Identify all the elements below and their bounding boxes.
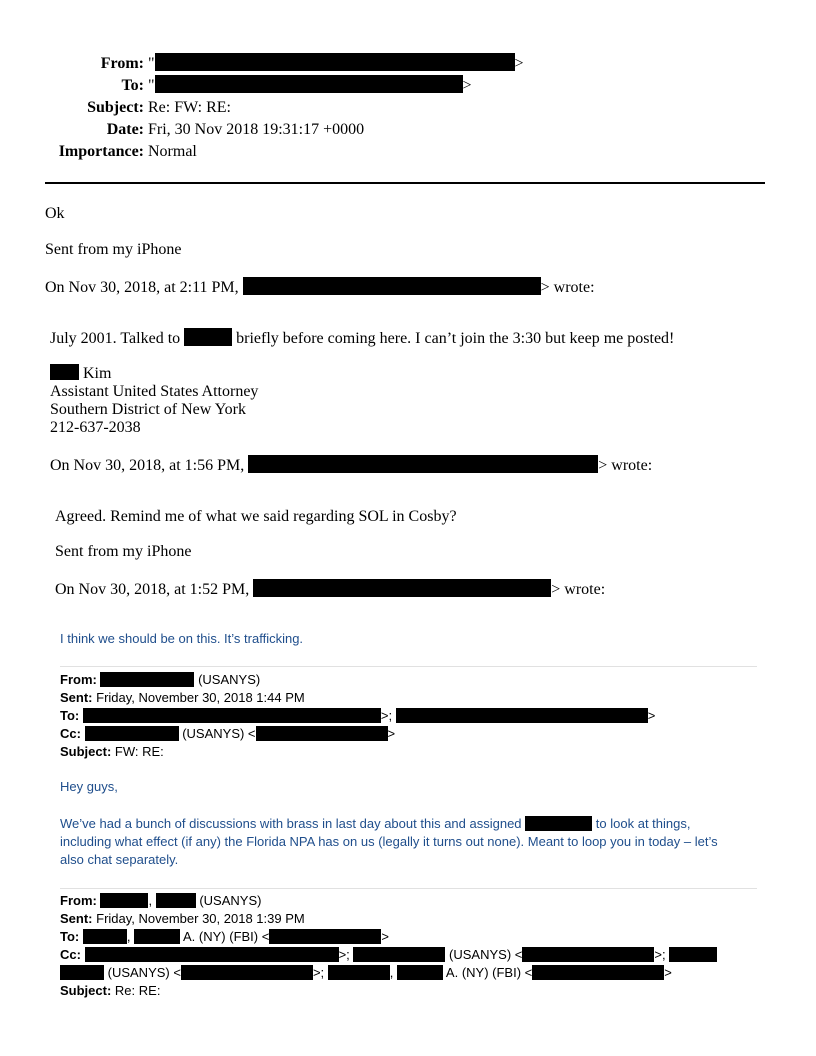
email2-from-row: From: , (USANYS) bbox=[60, 893, 262, 908]
email2-subject-row bbox=[60, 982, 717, 1000]
message-divider bbox=[60, 888, 757, 889]
to-value: " > bbox=[148, 77, 472, 94]
subject-value: Re: FW: RE: bbox=[148, 99, 231, 116]
redaction-block bbox=[184, 328, 232, 346]
email1-cc-suffix: (USANYS) < bbox=[182, 726, 256, 741]
message-divider bbox=[60, 666, 757, 667]
signature-name: Kim bbox=[83, 365, 112, 382]
redaction-block bbox=[155, 75, 463, 93]
redaction-block bbox=[60, 965, 104, 980]
header-importance-row bbox=[0, 141, 600, 163]
email1-para-b: to look at things, bbox=[595, 816, 691, 831]
quote-prefix: On Nov 30, 2018, at 2:11 PM, bbox=[45, 279, 239, 296]
signature-title: Assistant United States Attorney bbox=[50, 383, 259, 400]
email1-from-suffix: (USANYS) bbox=[198, 672, 261, 687]
redaction-block bbox=[155, 53, 515, 71]
email2-subject-value: Re: RE: bbox=[114, 983, 161, 998]
email1-to-label: To: bbox=[60, 708, 80, 723]
email1-cc-label: Cc: bbox=[60, 726, 81, 741]
date-value: Fri, 30 Nov 2018 19:31:17 +0000 bbox=[148, 121, 365, 138]
email2-to-row: To: , A. (NY) (FBI) < > bbox=[60, 929, 389, 944]
email1-para-c: including what effect (if any) the Florida NPA has on us (legally it turns out none). Meant to loop you in today – let’s bbox=[60, 834, 718, 849]
quote-header-1 bbox=[45, 277, 595, 297]
importance-label: Importance: bbox=[58, 143, 144, 160]
header-subject-row bbox=[0, 97, 600, 119]
email1-sent-label: Sent: bbox=[60, 690, 93, 705]
redaction-block bbox=[83, 929, 127, 944]
redaction-block bbox=[181, 965, 313, 980]
signature bbox=[50, 364, 258, 437]
quote-prefix: On Nov 30, 2018, at 1:52 PM, bbox=[55, 581, 250, 598]
redaction-block bbox=[100, 672, 194, 687]
email1-greeting: Hey guys, bbox=[60, 779, 118, 794]
redaction-block bbox=[525, 816, 592, 831]
email1-from-label: From: bbox=[60, 672, 97, 687]
agreed-paragraph: Agreed. Remind me of what we said regarding SOL in Cosby? bbox=[55, 508, 457, 525]
reply-ok: Ok bbox=[45, 205, 65, 222]
to-label: To: bbox=[121, 77, 144, 94]
quote-suffix: > wrote: bbox=[598, 457, 653, 474]
signature-phone: 212-637-2038 bbox=[50, 419, 141, 436]
email2-to-mid: A. (NY) (FBI) < bbox=[183, 929, 270, 944]
email1-cc-row: Cc: (USANYS) < > bbox=[60, 726, 396, 741]
email1-para-d: also chat separately. bbox=[60, 852, 179, 867]
july-text-a: July 2001. Talked to bbox=[50, 330, 181, 347]
quote-prefix: On Nov 30, 2018, at 1:56 PM, bbox=[50, 457, 245, 474]
email1-to-row: To: >; > bbox=[60, 708, 656, 723]
email1-sent-row bbox=[60, 689, 655, 707]
email2-cc-row: Cc: >; (USANYS) < >; bbox=[60, 946, 717, 964]
email2-cc-label: Cc: bbox=[60, 947, 81, 962]
email1-subject-row bbox=[60, 743, 655, 761]
email2-subject-label: Subject: bbox=[60, 983, 112, 998]
header-divider bbox=[45, 182, 765, 184]
july-text-b: briefly before coming here. I can’t join the 3:30 but keep me posted! bbox=[236, 330, 675, 347]
email1-para-a: We’ve had a bunch of discussions with brass in last day about this and assigned bbox=[60, 816, 522, 831]
july-paragraph bbox=[50, 328, 674, 348]
quote-header-2 bbox=[50, 455, 652, 475]
redaction-block bbox=[85, 726, 179, 741]
email1-from-row bbox=[60, 671, 655, 689]
email1-subject-label: Subject: bbox=[60, 744, 112, 759]
subject-label: Subject: bbox=[87, 99, 144, 116]
from-label: From: bbox=[100, 55, 144, 72]
importance-value: Normal bbox=[148, 143, 197, 160]
email1-subject-value: FW: RE: bbox=[114, 744, 164, 759]
redaction-block bbox=[522, 947, 654, 962]
email2-cc2-mid: (USANYS) < bbox=[107, 965, 181, 980]
email1-body bbox=[60, 815, 760, 869]
email2-cc-row-2: (USANYS) < >; , A. (NY) (FBI) < > bbox=[60, 964, 717, 982]
quote-header-3 bbox=[55, 579, 605, 599]
redaction-block bbox=[532, 965, 664, 980]
date-label: Date: bbox=[106, 121, 144, 138]
email2-cc2-end: A. (NY) (FBI) < bbox=[445, 965, 533, 980]
redaction-block bbox=[100, 893, 148, 908]
sent-from-iphone-2: Sent from my iPhone bbox=[55, 543, 192, 560]
quote-suffix: > wrote: bbox=[540, 279, 595, 296]
redaction-block bbox=[134, 929, 180, 944]
email2-sent-row bbox=[60, 910, 717, 928]
redaction-block bbox=[397, 965, 443, 980]
header-to-row bbox=[0, 75, 600, 97]
redaction-block bbox=[243, 277, 541, 295]
trafficking-line: I think we should be on this. It’s trafficking. bbox=[60, 631, 304, 646]
signature-name-row bbox=[50, 364, 258, 383]
redaction-block bbox=[328, 965, 390, 980]
redaction-block bbox=[669, 947, 717, 962]
email1-sent-value: Friday, November 30, 2018 1:44 PM bbox=[96, 690, 305, 705]
email2-sent-label: Sent: bbox=[60, 911, 93, 926]
sent-from-iphone: Sent from my iPhone bbox=[45, 241, 182, 258]
redaction-block bbox=[353, 947, 445, 962]
header-date-row bbox=[0, 119, 600, 141]
redaction-block bbox=[256, 726, 388, 741]
header-from-row bbox=[0, 53, 600, 75]
redaction-block bbox=[50, 364, 79, 380]
quote-suffix: > wrote: bbox=[551, 581, 606, 598]
from-value: " > bbox=[148, 55, 524, 72]
email2-to-label: To: bbox=[60, 929, 80, 944]
redaction-block bbox=[85, 947, 339, 962]
redaction-block bbox=[156, 893, 196, 908]
email2-sent-value: Friday, November 30, 2018 1:39 PM bbox=[96, 911, 305, 926]
email2-cc-mid: (USANYS) < bbox=[449, 947, 523, 962]
redaction-block bbox=[269, 929, 381, 944]
redaction-block bbox=[396, 708, 648, 723]
redaction-block bbox=[253, 579, 551, 597]
redaction-block bbox=[248, 455, 598, 473]
redaction-block bbox=[83, 708, 381, 723]
email2-from-label: From: bbox=[60, 893, 97, 908]
email2-from-suffix: (USANYS) bbox=[199, 893, 262, 908]
signature-office: Southern District of New York bbox=[50, 401, 246, 418]
forwarded-email-1-header bbox=[60, 671, 655, 761]
forwarded-email-2-header bbox=[60, 892, 717, 1000]
email1-para-line-1 bbox=[60, 815, 760, 833]
